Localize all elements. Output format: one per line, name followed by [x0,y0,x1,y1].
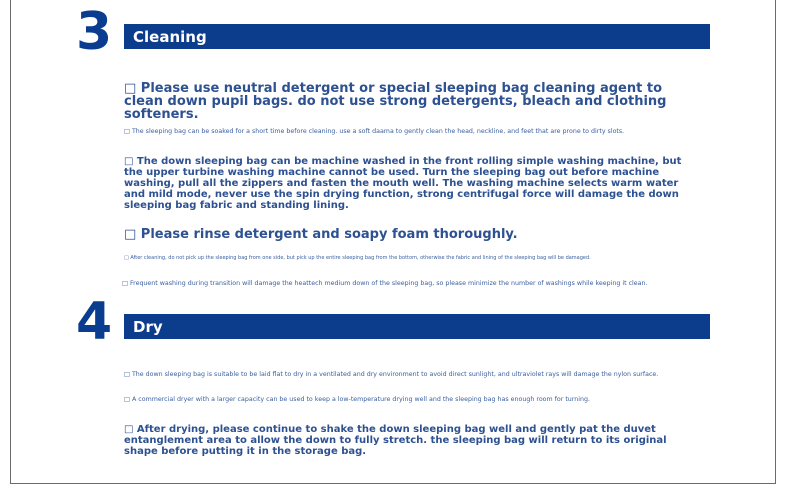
dry-item-3: □ After drying, please continue to shake the down sleeping bag well and gently pat the duvet entanglement area to allow the down to fully stretch. the sleeping bag will return to its original shape before putting it in the storage bag. [124,424,667,457]
cleaning-item-5: □ After cleaning, do not pick up the sleeping bag from one side, but pick up the entire sleeping bag from the bottom, otherwise the fabric and lining of the sleeping bag will be damaged. [124,255,591,261]
page-frame [10,0,776,484]
section-number: 3 [76,2,113,62]
cleaning-item-6: □ Frequent washing during transition will damage the heattech medium down of the sleeping bag, so please minimize the number of washings while keeping it clean. [122,280,648,287]
cleaning-item-3: □ The down sleeping bag can be machine washed in the front rolling simple washing machine, but the upper turbine washing machine cannot be used. Turn the sleeping bag out before machine washing, pull all the zippers and fasten the mouth well. The washing machine selects warm water and mild mode, never use the spin drying function, strong centrifugal force will damage the down sleeping bag fabric and standing lining. [124,156,682,211]
dry-item-2: □ A commercial dryer with a larger capacity can be used to keep a low-temperature drying well and the sleeping bag has enough room for turning. [124,396,590,403]
section-title: Cleaning [133,27,207,46]
section-title-bar [124,314,710,339]
section-title-bar [124,24,710,49]
cleaning-item-2: □ The sleeping bag can be soaked for a short time before cleaning. use a soft daama to gently clean the head, neckline, and feet that are prone to dirty slots. [124,128,625,135]
cleaning-item-4: □ Please rinse detergent and soapy foam thoroughly. [124,227,518,242]
cleaning-item-1: □ Please use neutral detergent or special sleeping bag cleaning agent to clean down pupil bags. do not use strong detergents, bleach and clothing softeners. [124,81,667,122]
section-title: Dry [133,317,163,336]
dry-item-1: □ The down sleeping bag is suitable to be laid flat to dry in a ventilated and dry environment to avoid direct sunlight, and ultraviolet rays will damage the nylon surface. [124,371,659,378]
section-number: 4 [76,292,113,352]
